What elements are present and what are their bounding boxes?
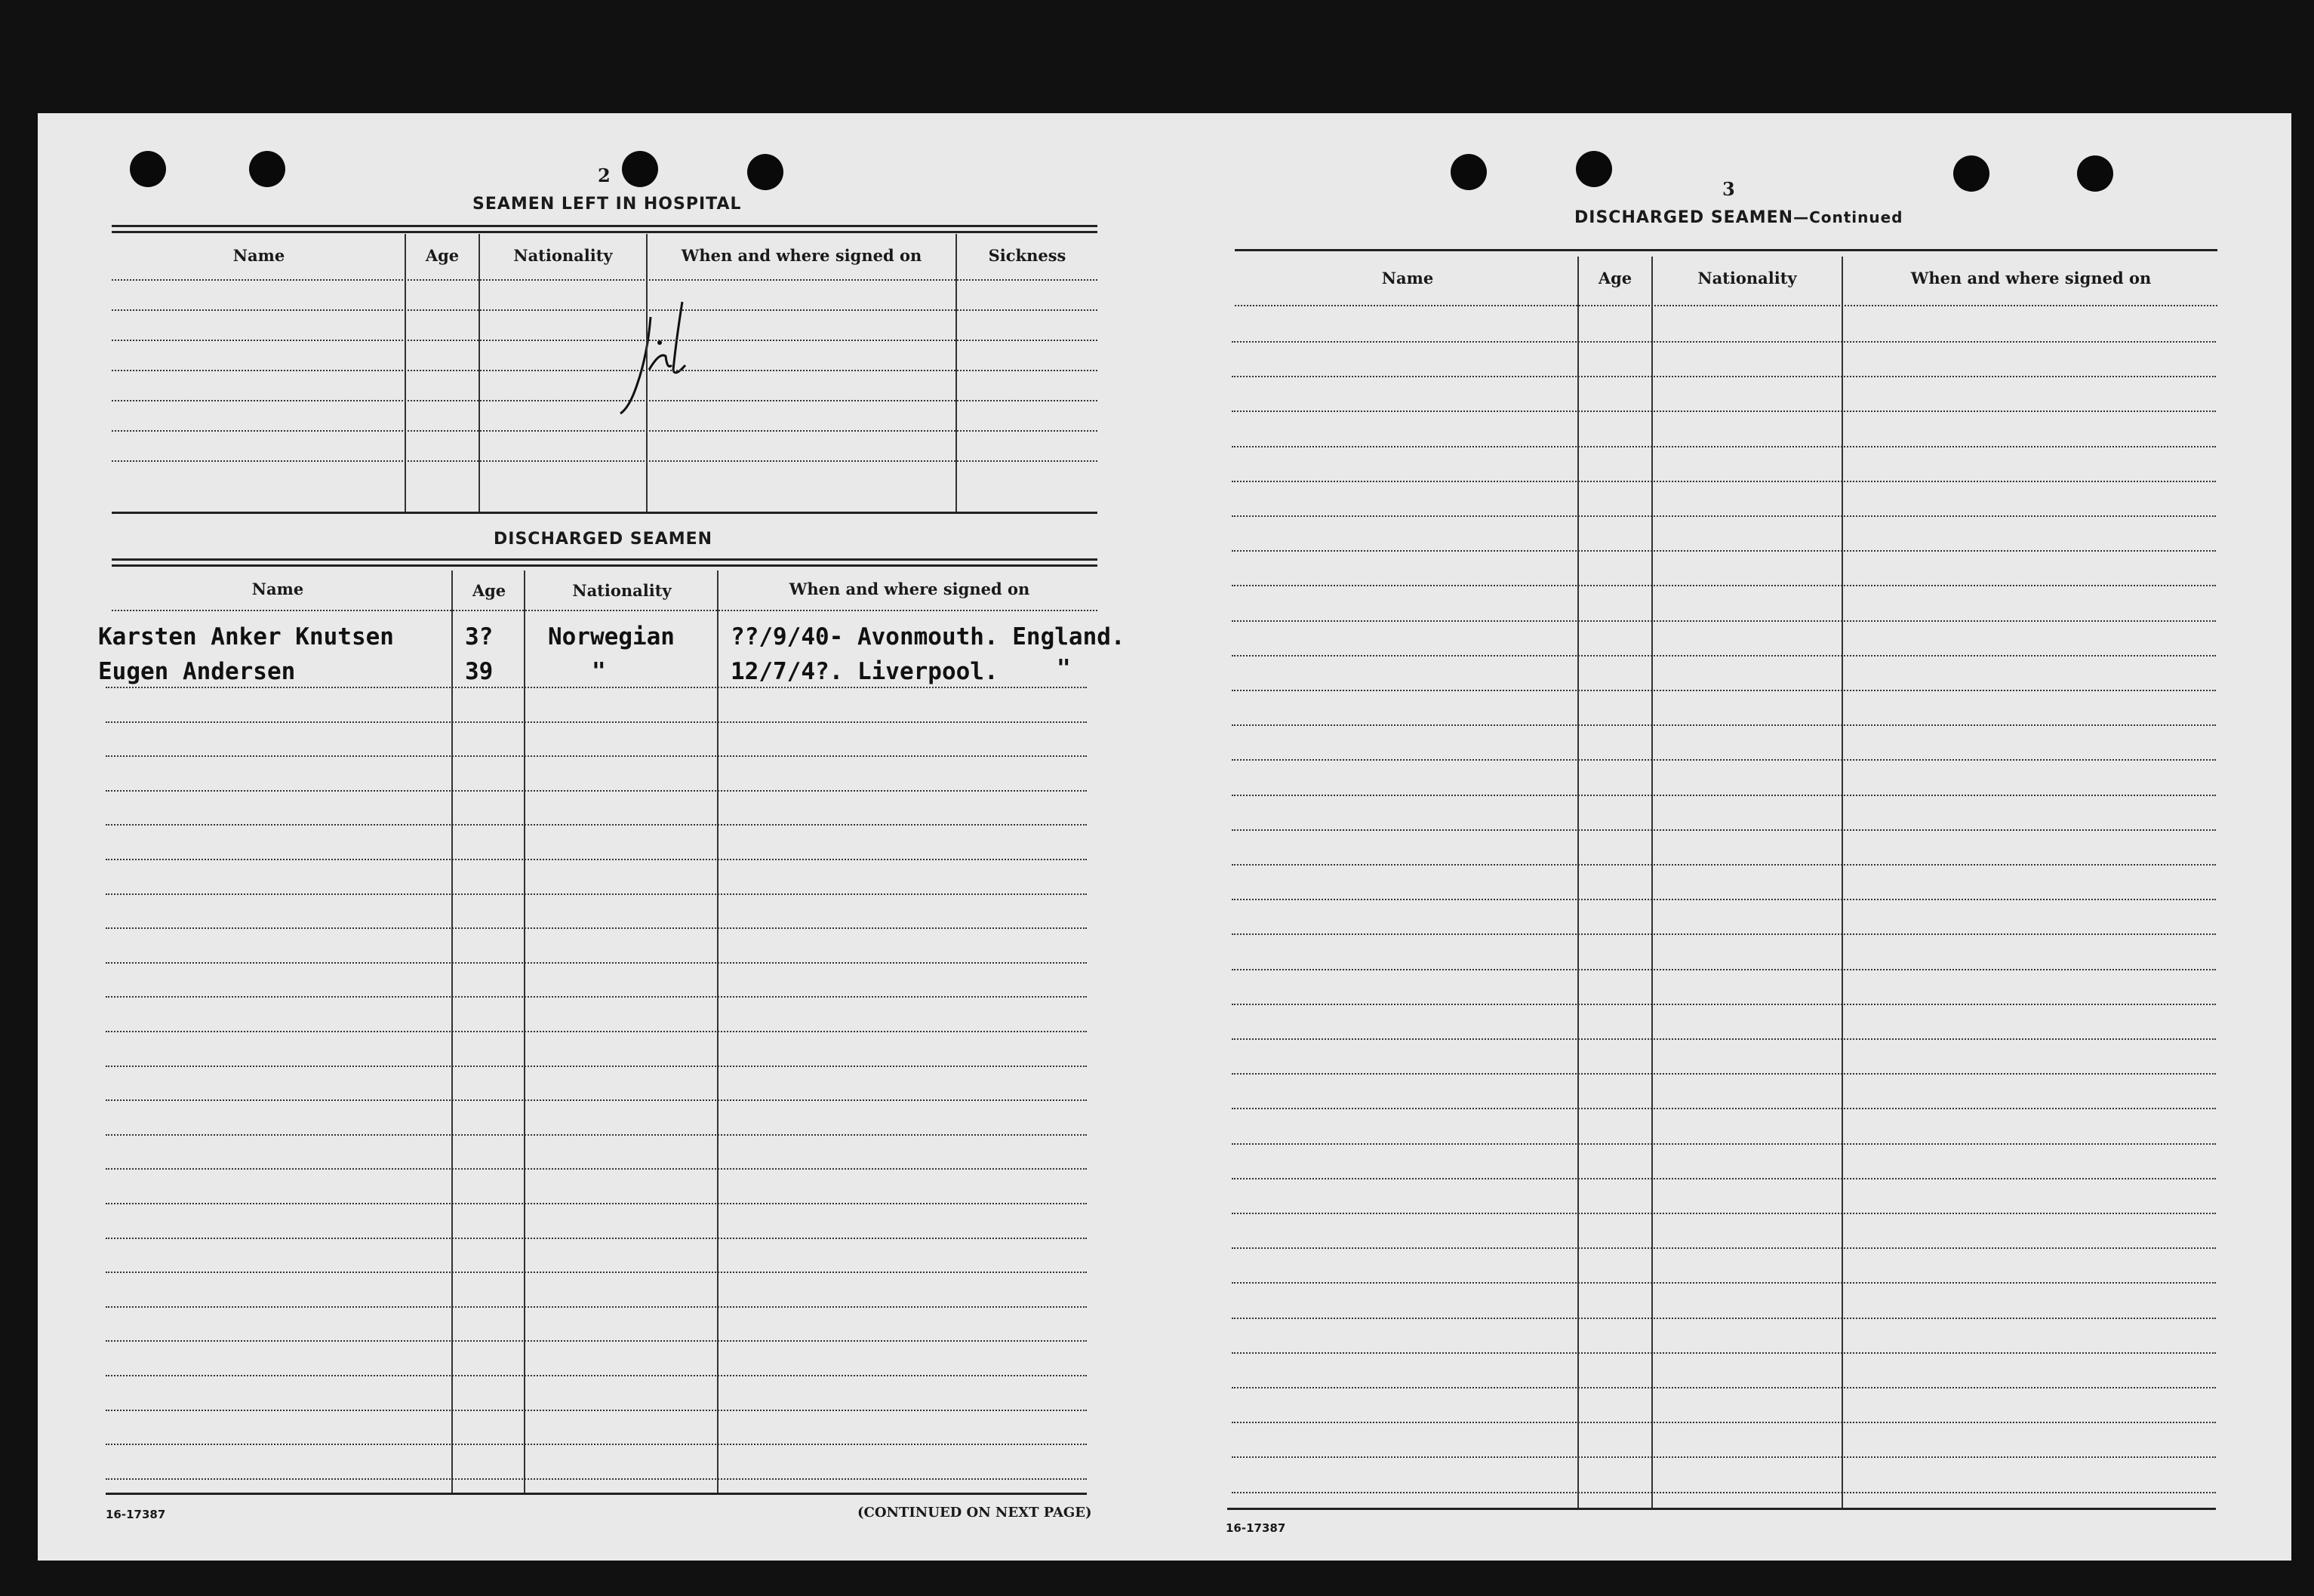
- right-row-line: [1232, 1318, 2216, 1319]
- hospital-section-title: SEAMEN LEFT IN HOSPITAL: [472, 195, 742, 214]
- right-column-divider: [1842, 257, 1843, 1508]
- right-row-line: [1232, 899, 2216, 900]
- discharged-header-line: [112, 610, 1097, 611]
- right-header-age: Age: [1598, 269, 1632, 288]
- right-row-line: [1232, 446, 2216, 447]
- right-row-line: [1232, 585, 2216, 586]
- right-row-line: [1232, 1004, 2216, 1005]
- right-row-line: [1232, 690, 2216, 691]
- hospital-column-divider: [646, 234, 648, 512]
- right-row-line: [1232, 933, 2216, 935]
- hospital-header-name: Name: [232, 246, 285, 265]
- discharged-header-nationality: Nationality: [572, 581, 672, 600]
- right-row-line: [1232, 759, 2216, 761]
- right-row-line: [1232, 376, 2216, 377]
- seaman-2-nationality: ": [592, 658, 606, 685]
- right-header-nationality: Nationality: [1697, 269, 1797, 288]
- discharged-row-line: [106, 755, 1087, 757]
- hospital-column-divider: [955, 234, 957, 512]
- right-row-line: [1232, 1143, 2216, 1145]
- seaman-1-nationality: Norwegian: [548, 623, 675, 650]
- right-row-line: [1232, 1108, 2216, 1109]
- discharged-row-line: [106, 1238, 1087, 1239]
- discharged-row-line: [106, 1306, 1087, 1308]
- seaman-2-name: Eugen Andersen: [98, 658, 296, 685]
- right-row-line: [1232, 1282, 2216, 1284]
- discharged-row-line: [106, 1066, 1087, 1067]
- right-row-line: [1232, 550, 2216, 552]
- discharged-column-divider: [717, 570, 719, 1493]
- discharged-top-rule: [112, 564, 1097, 567]
- discharged-row-line: [106, 893, 1087, 895]
- discharged-row-line: [106, 1478, 1087, 1480]
- discharged-row-line: [106, 1134, 1087, 1136]
- right-section-title-suffix: —Continued: [1793, 208, 1903, 226]
- right-row-line: [1232, 795, 2216, 796]
- right-section-title-main: DISCHARGED SEAMEN: [1574, 208, 1794, 227]
- discharged-row-line: [106, 927, 1087, 929]
- hospital-column-divider: [405, 234, 406, 512]
- discharged-bottom-rule: [106, 1493, 1087, 1495]
- right-top-rule: [1235, 249, 2217, 251]
- right-row-line: [1232, 1352, 2216, 1354]
- discharged-row-line: [106, 1340, 1087, 1342]
- discharged-row-line: [106, 962, 1087, 964]
- right-row-line: [1232, 864, 2216, 866]
- seaman-2-age: 39: [465, 658, 494, 685]
- discharged-row-line: [106, 1031, 1087, 1032]
- right-row-line: [1232, 341, 2216, 343]
- right-row-line: [1232, 1247, 2216, 1249]
- hospital-row-line: [112, 430, 1097, 432]
- right-header-signed-on: When and where signed on: [1910, 269, 2152, 288]
- right-row-line: [1232, 1073, 2216, 1075]
- hospital-row-line: [112, 370, 1097, 371]
- seaman-1-name: Karsten Anker Knutsen: [98, 623, 394, 650]
- discharged-row-line: [106, 859, 1087, 860]
- right-header-line: [1235, 305, 2217, 306]
- seaman-2-signed-on: 12/7/4?. Liverpool.: [731, 658, 999, 685]
- discharged-row-line: [106, 1375, 1087, 1376]
- discharged-row-line: [106, 996, 1087, 998]
- right-row-line: [1232, 481, 2216, 482]
- right-row-line: [1232, 1178, 2216, 1179]
- right-page-number: 3: [1722, 178, 1735, 200]
- discharged-header-signed-on: When and where signed on: [789, 580, 1030, 598]
- right-row-line: [1232, 1038, 2216, 1040]
- seaman-2-ditto-mark: ": [1057, 655, 1071, 682]
- discharged-row-line: [106, 687, 1087, 688]
- right-row-line: [1232, 515, 2216, 517]
- discharged-row-line: [106, 1099, 1087, 1101]
- right-row-line: [1232, 620, 2216, 622]
- hospital-header-sickness: Sickness: [988, 246, 1066, 265]
- right-row-line: [1232, 1492, 2216, 1493]
- right-row-line: [1232, 1456, 2216, 1458]
- hospital-top-rule: [112, 231, 1097, 233]
- discharged-column-divider: [451, 570, 453, 1493]
- discharged-row-line: [106, 721, 1087, 723]
- discharged-header-age: Age: [472, 581, 506, 600]
- hospital-top-rule: [112, 225, 1097, 227]
- right-row-line: [1232, 1213, 2216, 1214]
- hospital-header-signed-on: When and where signed on: [681, 246, 922, 265]
- discharged-top-rule: [112, 558, 1097, 561]
- discharged-row-line: [106, 1168, 1087, 1170]
- continued-note: (CONTINUED ON NEXT PAGE): [857, 1505, 1092, 1521]
- left-form-number: 16-17387: [106, 1508, 166, 1521]
- right-row-line: [1232, 655, 2216, 657]
- discharged-row-line: [106, 790, 1087, 792]
- right-form-number: 16-17387: [1226, 1521, 1286, 1535]
- seaman-1-signed-on: ??/9/40- Avonmouth. England.: [731, 623, 1125, 650]
- discharged-column-divider: [524, 570, 525, 1493]
- discharged-row-line: [106, 1272, 1087, 1273]
- left-page-number: 2: [598, 165, 611, 186]
- hospital-row-line: [112, 340, 1097, 341]
- hospital-row-line: [112, 400, 1097, 401]
- discharged-row-line: [106, 1203, 1087, 1204]
- right-row-line: [1232, 1387, 2216, 1388]
- discharged-row-line: [106, 1444, 1087, 1445]
- right-row-line: [1232, 1422, 2216, 1423]
- seaman-1-age: 3?: [465, 623, 494, 650]
- hospital-bottom-rule: [112, 512, 1097, 514]
- right-row-line: [1232, 969, 2216, 970]
- right-row-line: [1232, 411, 2216, 412]
- hospital-column-divider: [478, 234, 480, 512]
- discharged-header-name: Name: [251, 580, 304, 598]
- right-bottom-rule: [1227, 1508, 2216, 1510]
- hospital-row-line: [112, 279, 1097, 281]
- hospital-header-age: Age: [425, 246, 460, 265]
- right-header-name: Name: [1381, 269, 1434, 288]
- discharged-row-line: [106, 824, 1087, 826]
- discharged-section-title: DISCHARGED SEAMEN: [494, 530, 713, 549]
- right-column-divider: [1651, 257, 1653, 1508]
- right-row-line: [1232, 724, 2216, 726]
- hospital-header-nationality: Nationality: [513, 246, 613, 265]
- hospital-row-line: [112, 460, 1097, 462]
- right-column-divider: [1577, 257, 1579, 1508]
- hospital-row-line: [112, 309, 1097, 311]
- right-row-line: [1232, 829, 2216, 831]
- discharged-row-line: [106, 1410, 1087, 1411]
